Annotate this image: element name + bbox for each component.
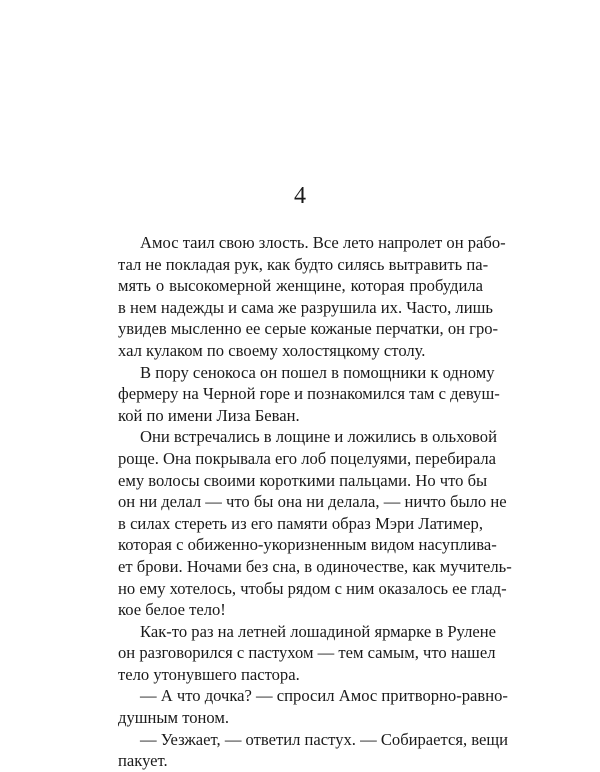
text-line: роще. Она покрывала его лоб поцелуями, перебирала xyxy=(118,448,496,468)
text-line: ет брови. Ночами без сна, в одиночестве, как мучитель- xyxy=(118,556,512,576)
text-line: которая с обиженно-укоризненным видом насуплива- xyxy=(118,535,497,555)
text-line: — А что дочка? — спросил Амос притворно-равно- xyxy=(140,686,508,706)
text-line: фермеру на Черной горе и познакомился там с девуш- xyxy=(118,384,500,404)
paragraph xyxy=(118,729,509,772)
text-line: душным тоном. xyxy=(118,708,230,728)
text-line: кой по имени Лиза Беван. xyxy=(118,405,300,425)
text-line: увидев мысленно ее серые кожаные перчатки, он гро- xyxy=(118,319,499,339)
text-line: тал не покладая рук, как будто силясь вытравить па- xyxy=(118,254,489,274)
paragraph xyxy=(118,621,497,686)
text-line: В пору сенокоса он пошел в помощники к одному xyxy=(140,362,495,382)
text-line: тело утонувшего пастора. xyxy=(118,664,300,684)
text-line: он разговорился с пастухом — тем самым, что нашел xyxy=(118,643,496,663)
text-line: — Уезжает, — ответил пастух. — Собирается, вещи xyxy=(140,729,509,749)
text-line: Амос таил свою злость. Все лето напролет он рабо- xyxy=(140,233,506,252)
text-line: но ему хотелось, чтобы рядом с ним оказалось ее глад- xyxy=(118,578,507,598)
text-line: ему волосы своими короткими пальцами. Но что бы xyxy=(118,470,488,490)
text-line: он ни делал — что бы она ни делала, — ничто было не xyxy=(118,492,507,512)
chapter-number: 4 xyxy=(294,183,306,209)
text-line: Они встречались в лощине и ложились в ольховой xyxy=(140,427,497,447)
paragraph xyxy=(118,362,500,427)
text-line: в силах стереть из его памяти образ Мэри Латимер, xyxy=(118,513,483,533)
chapter-body xyxy=(118,232,512,772)
text-line: в нем надежды и сама же разрушила их. Часто, лишь xyxy=(118,297,493,317)
text-line: кое белое тело! xyxy=(118,600,226,620)
paragraph xyxy=(118,685,508,728)
text-line: пакует. xyxy=(118,751,168,771)
paragraph xyxy=(118,426,512,620)
text-line: Как-то раз на летней лошадиной ярмарке в Рулене xyxy=(140,621,497,641)
paragraph xyxy=(118,232,506,362)
text-line: мять о высокомерной женщине, которая пробудила xyxy=(118,276,483,296)
text-line: хал кулаком по своему холостяцкому столу. xyxy=(118,340,426,360)
